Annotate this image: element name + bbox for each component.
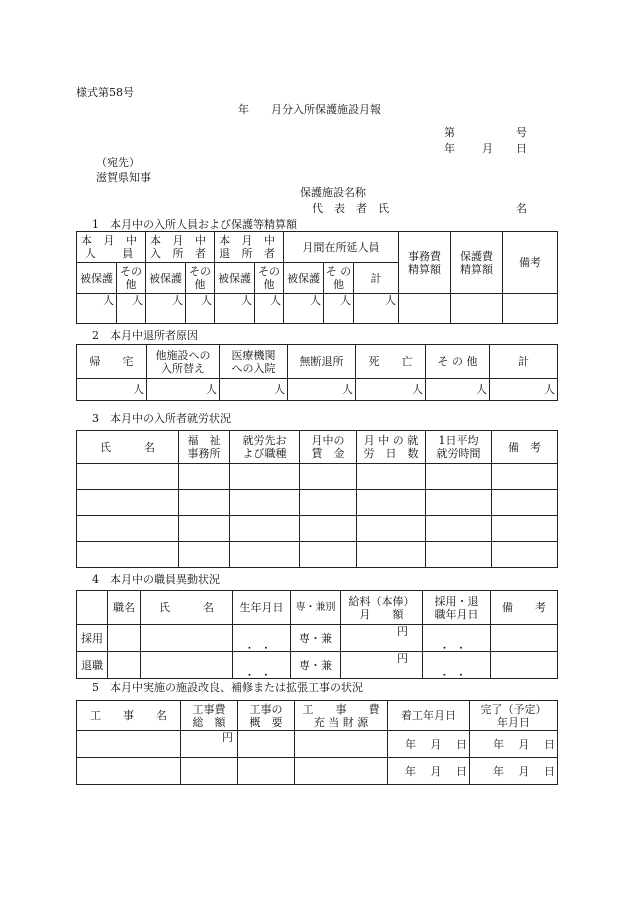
representative-label: 代 表 者 氏 <box>312 202 389 215</box>
col-avg-hours: 1日平均 就労時間 <box>426 431 492 464</box>
fulltime-parttime-value: 専・兼 <box>291 652 341 679</box>
completion-date-value: 年 月 日 <box>470 731 558 758</box>
table-row <box>77 464 558 490</box>
section5-table <box>76 700 558 785</box>
section5-heading: 5 本月中実施の施設改良、補修または拡張工事の状況 <box>92 681 363 694</box>
remarks-cell <box>503 294 558 324</box>
col-work-name: 工 事 名 <box>77 701 181 731</box>
col-protection-cost: 保護費 精算額 <box>451 232 503 294</box>
addressee-label: （宛先） <box>96 156 140 169</box>
table-row <box>77 625 558 652</box>
unit-label: 人 <box>255 294 284 324</box>
col-remarks: 備 考 <box>492 431 558 464</box>
unit-label: 人 <box>146 294 186 324</box>
col-total-cost: 工事費 総 額 <box>181 701 238 731</box>
section4-heading: 4 本月中の職員異動状況 <box>92 573 220 586</box>
yen-unit: 円 <box>341 652 423 679</box>
col-overview: 工事の 概 要 <box>238 701 295 731</box>
sub-protected: 被保護 <box>77 263 117 294</box>
col-wage: 月中の 賃 金 <box>300 431 357 464</box>
col-admin-cost: 事務費 精算額 <box>399 232 451 294</box>
unit-label: 人 <box>490 379 558 401</box>
start-date-value: 年 月 日 <box>388 758 470 785</box>
unit-label: 人 <box>215 294 255 324</box>
col-transfer: 他施設への 入所替え <box>147 345 220 379</box>
col-workplace: 就労先お よび職種 <box>230 431 300 464</box>
section4-table <box>76 590 558 679</box>
col-hire-retire-date: 採用・退 職年月日 <box>423 591 491 625</box>
sub-protected: 被保護 <box>215 263 255 294</box>
sub-protected: 被保護 <box>146 263 186 294</box>
col-remarks: 備 考 <box>491 591 558 625</box>
table-row <box>77 542 558 568</box>
col-remarks: 備考 <box>503 232 558 294</box>
col-name: 氏 名 <box>77 431 179 464</box>
sub-other: その 他 <box>255 263 284 294</box>
form-number: 様式第58号 <box>76 86 134 99</box>
representative-suffix: 名 <box>516 202 527 215</box>
col-monthly-total-persons: 月間在所延人員 <box>284 232 399 263</box>
col-funding-source: 工 事 費 充 当 財 源 <box>295 701 388 731</box>
col-salary: 給料（本俸） 月 額 <box>341 591 423 625</box>
addressee-name: 滋賀県知事 <box>96 171 151 184</box>
protection-cost-cell <box>451 294 503 324</box>
unit-label: 人 <box>220 379 288 401</box>
start-date-value: 年 月 日 <box>388 731 470 758</box>
sub-other: そ の 他 <box>324 263 354 294</box>
section3-heading: 3 本月中の入所者就労状況 <box>92 412 231 425</box>
col-admissions: 本 月 中 入 所 者 <box>146 232 215 263</box>
ref-number-suffix: 号 <box>516 126 527 139</box>
sub-protected: 被保護 <box>284 263 324 294</box>
unit-label: 人 <box>147 379 220 401</box>
col-work-days: 月 中 の 就 労 日 数 <box>357 431 426 464</box>
table-row <box>77 758 558 785</box>
section2-table <box>76 344 558 401</box>
row-label-retire: 退職 <box>77 652 108 679</box>
unit-label: 人 <box>77 294 117 324</box>
date-dots: ． ． <box>233 652 291 679</box>
col-completion-date: 完了（予定） 年月日 <box>470 701 558 731</box>
table-row <box>77 731 558 758</box>
col-blank <box>77 591 108 625</box>
unit-label: 人 <box>288 379 356 401</box>
col-current-persons: 本 月 中 人 員 <box>77 232 146 263</box>
unit-label: 人 <box>117 294 146 324</box>
col-start-date: 着工年月日 <box>388 701 470 731</box>
unit-label: 人 <box>426 379 490 401</box>
col-total: 計 <box>490 345 558 379</box>
page-title: 年 月分入所保護施設月報 <box>238 103 381 116</box>
col-hospital: 医療機関 への入院 <box>220 345 288 379</box>
table-row <box>77 652 558 679</box>
section3-table <box>76 430 558 568</box>
section2-heading: 2 本月中退所者原因 <box>92 329 198 342</box>
unit-label: 人 <box>186 294 215 324</box>
table-row <box>77 490 558 516</box>
col-other: そ の 他 <box>426 345 490 379</box>
sub-other: その 他 <box>117 263 146 294</box>
section1-table <box>76 231 558 324</box>
unit-label: 人 <box>77 379 147 401</box>
date-dots: ． ． <box>423 652 491 679</box>
ref-year: 年 <box>444 142 455 155</box>
yen-unit: 円 <box>341 625 423 652</box>
sub-other: その 他 <box>186 263 215 294</box>
completion-date-value: 年 月 日 <box>470 758 558 785</box>
col-return-home: 帰 宅 <box>77 345 147 379</box>
date-dots: ． ． <box>233 625 291 652</box>
col-birthdate: 生年月日 <box>233 591 291 625</box>
admin-cost-cell <box>399 294 451 324</box>
sub-total: 計 <box>354 263 399 294</box>
unit-label: 人 <box>356 379 426 401</box>
col-death: 死 亡 <box>356 345 426 379</box>
unit-label: 人 <box>324 294 354 324</box>
col-unauthorized: 無断退所 <box>288 345 356 379</box>
unit-label: 人 <box>354 294 399 324</box>
date-dots: ． ． <box>423 625 491 652</box>
col-job-title: 職名 <box>108 591 141 625</box>
col-fulltime-parttime: 専・兼別 <box>291 591 341 625</box>
ref-number-prefix: 第 <box>444 126 455 139</box>
section1-heading: 1 本月中の入所人員および保護等精算額 <box>92 218 297 231</box>
unit-label: 人 <box>284 294 324 324</box>
ref-month: 月 <box>482 142 493 155</box>
fulltime-parttime-value: 専・兼 <box>291 625 341 652</box>
ref-day: 日 <box>516 142 527 155</box>
yen-unit: 円 <box>181 731 238 758</box>
table-row <box>77 516 558 542</box>
col-name: 氏 名 <box>141 591 233 625</box>
col-discharges: 本 月 中 退 所 者 <box>215 232 284 263</box>
facility-name-label: 保護施設名称 <box>300 186 366 199</box>
row-label-hire: 採用 <box>77 625 108 652</box>
col-welfare-office: 福 祉 事務所 <box>179 431 230 464</box>
